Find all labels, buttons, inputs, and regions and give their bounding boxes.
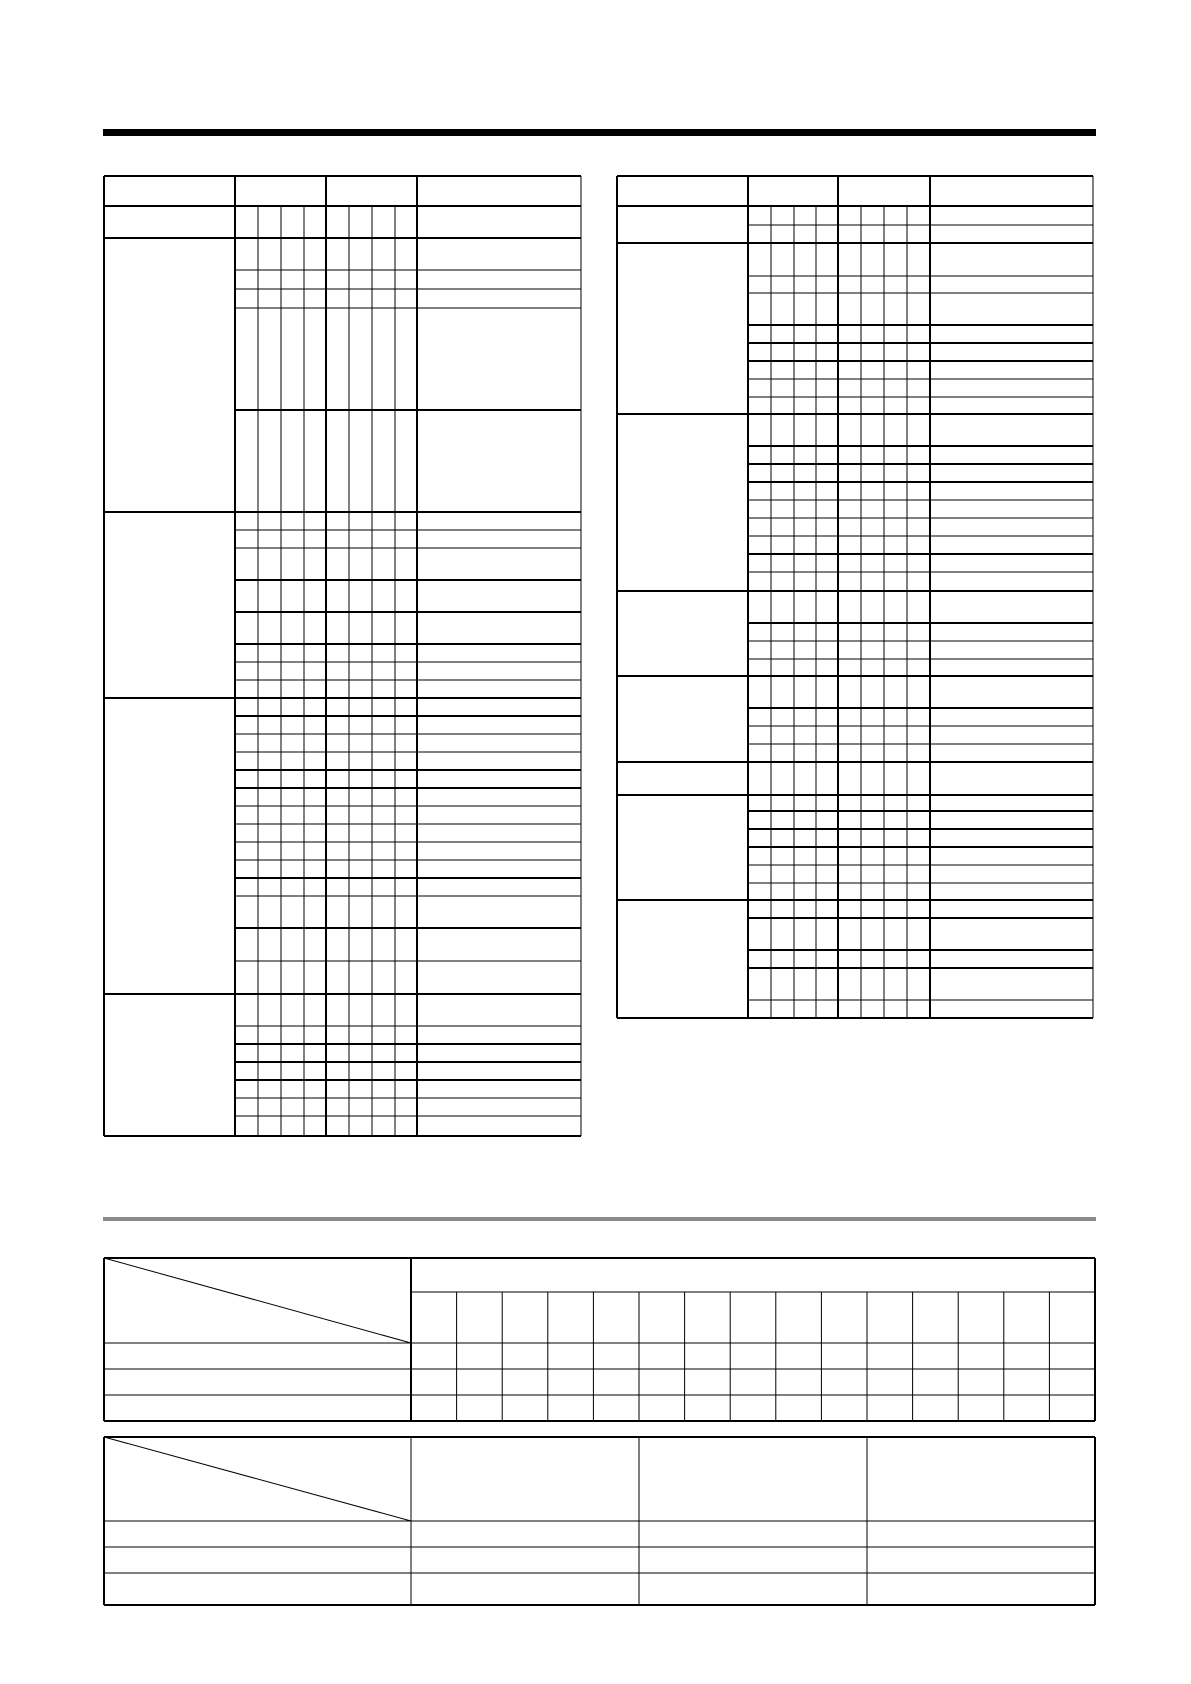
- bottom-table-1: [104, 1258, 1095, 1421]
- bottom-table-2: [104, 1437, 1095, 1605]
- diagonal-corner-rule: [104, 1437, 411, 1521]
- diagonal-corner-rule: [104, 1258, 411, 1343]
- left-spec-table: [104, 176, 581, 1136]
- right-spec-table: [617, 176, 1093, 1018]
